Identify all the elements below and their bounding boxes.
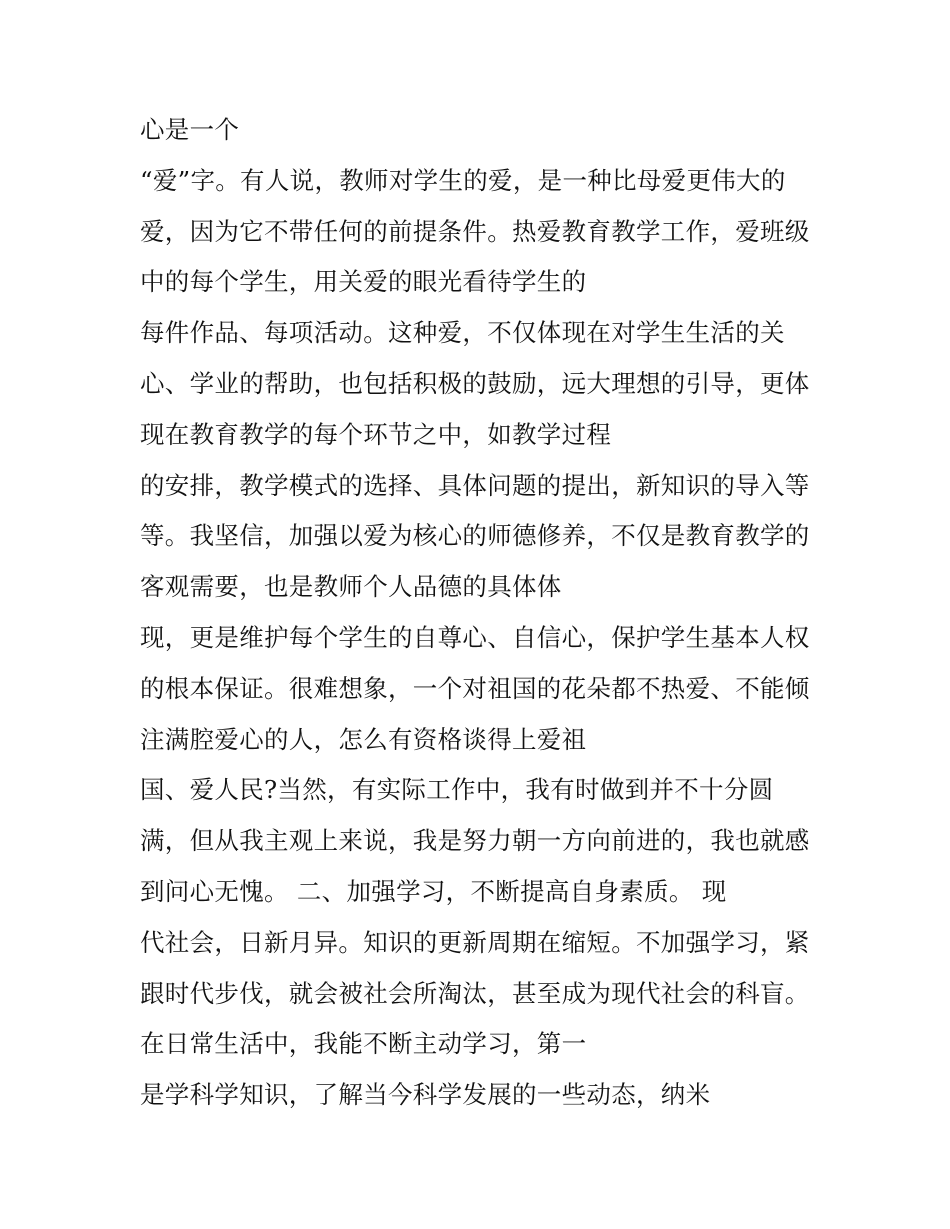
text-line: 心是一个: [140, 115, 240, 144]
text-line: 心、学业的帮助，也包括积极的鼓励，远大理想的引导，更体: [140, 368, 810, 398]
text-line: 国、爱人民?当然，有实际工作中，我有时做到并不十分圆: [140, 775, 774, 805]
text-line: 在日常生活中，我能不断主动学习，第一: [140, 1029, 587, 1059]
text-line: 代社会，日新月异。知识的更新周期在缩短。不加强学习，紧: [140, 927, 810, 957]
text-line: 爱，因为它不带任何的前提条件。热爱教育教学工作，爱班级: [140, 216, 810, 246]
text-line: 注满腔爱心的人，怎么有资格谈得上爱祖: [140, 724, 587, 754]
text-line: 满，但从我主观上来说，我是努力朝一方向前进的，我也就感: [140, 826, 810, 856]
text-line: 的根本保证。很难想象，一个对祖国的花朵都不热爱、不能倾: [140, 673, 810, 703]
text-line: “爱”字。有人说，教师对学生的爱，是一种比母爱更伟大的: [140, 165, 786, 195]
body-text: [140, 110, 830, 1126]
text-line: 的安排，教学模式的选择、具体问题的提出，新知识的导入等: [140, 470, 810, 500]
text-line: 是学科学知识，了解当今科学发展的一些动态，纳米: [140, 1080, 711, 1110]
text-line: 现，更是维护每个学生的自尊心、自信心，保护学生基本人权: [140, 622, 810, 652]
text-line: 到问心无愧。 二、加强学习，不断提高自身素质。 现: [140, 876, 727, 906]
text-line: 跟时代步伐，就会被社会所淘汰，甚至成为现代社会的科盲。: [140, 978, 810, 1008]
text-line: 等。我坚信，加强以爱为核心的师德修养，不仅是教育教学的: [140, 521, 810, 551]
text-line: 客观需要，也是教师个人品德的具体体: [140, 572, 562, 602]
text-line: 中的每个学生，用关爱的眼光看待学生的: [140, 267, 587, 297]
text-line: 每件作品、每项活动。这种爱，不仅体现在对学生生活的关: [140, 318, 785, 348]
text-line: 现在教育教学的每个环节之中，如教学过程: [140, 419, 612, 449]
